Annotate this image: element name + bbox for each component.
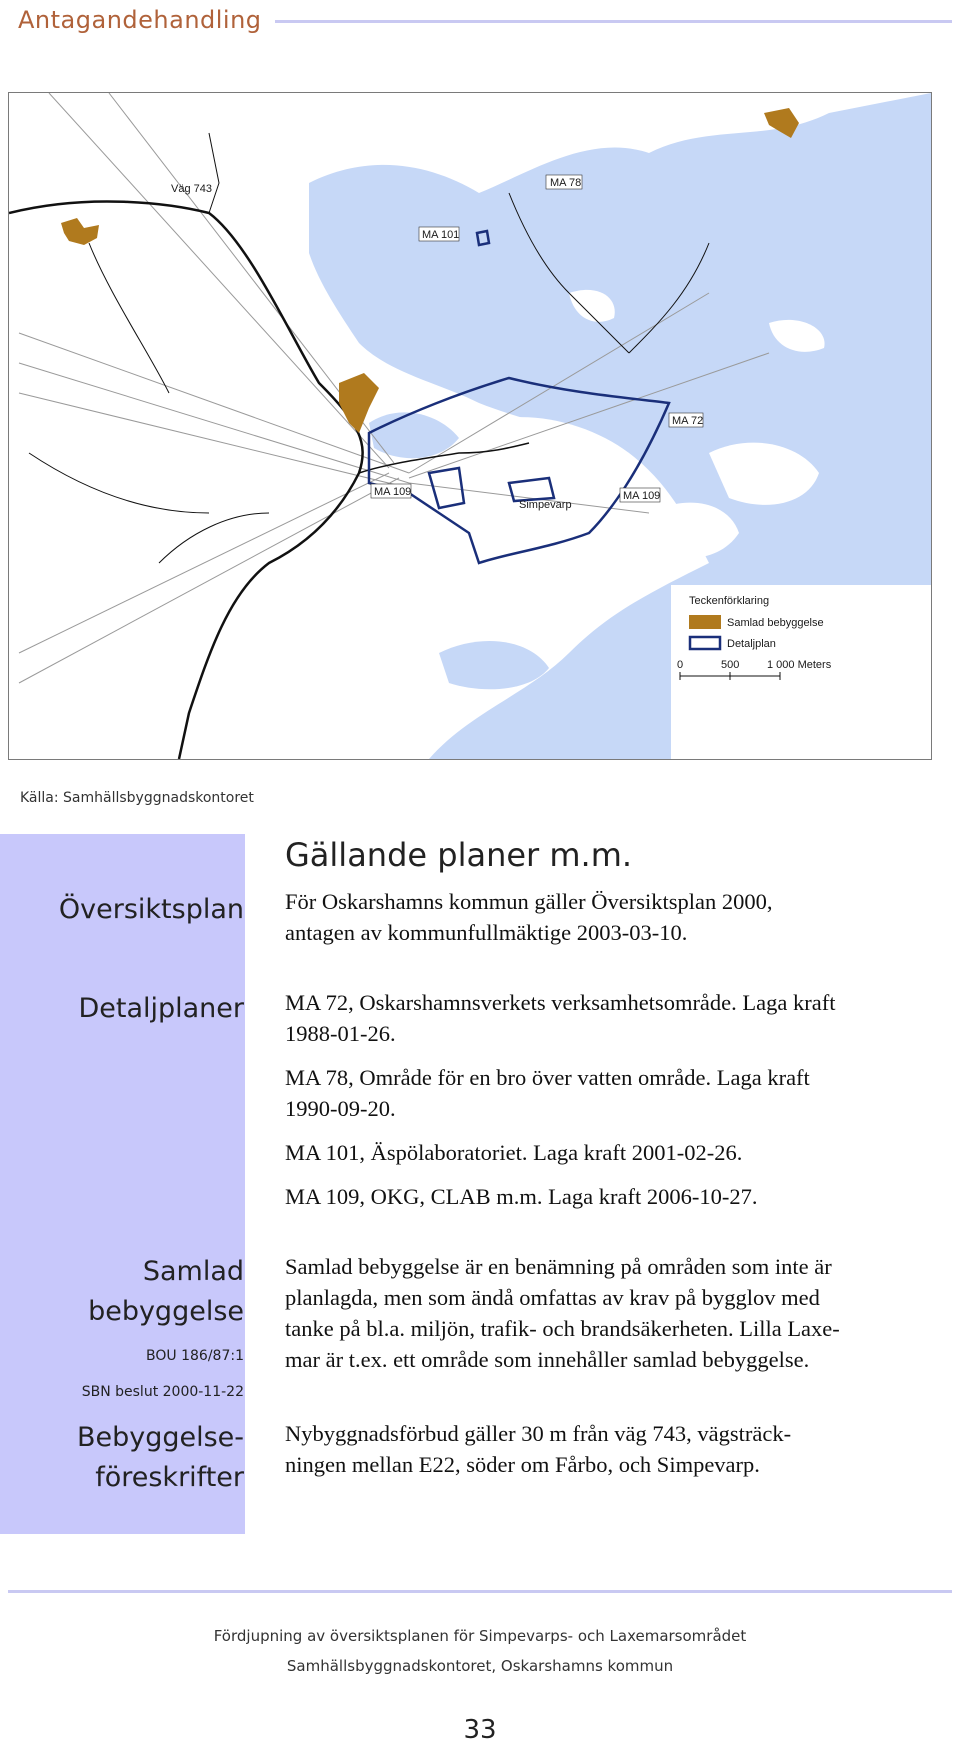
bebyggelse-line: ningen mellan E22, söder om Fårbo, och Simpevarp.: [285, 1452, 760, 1477]
footer-rule: [8, 1590, 952, 1593]
oversiktsplan-text: [285, 886, 945, 948]
oversiktsplan-line-1: För Oskarshamns kommun gäller Översiktsplan 2000,: [285, 889, 773, 914]
sidebar-label-bebyggelse-2: föreskrifter: [95, 1462, 244, 1493]
label-simpevarp: Simpevarp: [519, 499, 572, 511]
footer-line-2: Samhällsbyggnadskontoret, Oskarshamns kommun: [286, 1657, 674, 1675]
sidebar-label-bebyggelse-1: Bebyggelse-: [76, 1422, 244, 1453]
scale-1000: 1 000 Meters: [767, 659, 832, 671]
legend-item-settlement: Samlad bebyggelse: [727, 617, 824, 629]
legend-title: Teckenförklaring: [689, 595, 770, 607]
samlad-bebyggelse-text: [285, 1251, 945, 1375]
plan-item-ma101: [285, 1137, 945, 1168]
header-rule: [275, 20, 952, 23]
samlad-line: planlagda, men som ändå omfattas av krav på bygglov med: [285, 1285, 820, 1310]
label-ma78: MA 78: [550, 177, 582, 189]
footer-line-1: Fördjupning av översiktsplanen för Simpevarps- och Laxemarsområdet: [213, 1627, 747, 1645]
sidebar-label-oversiktsplan: Översiktsplan: [58, 894, 244, 925]
plan-line: MA 78, Område för en bro över vatten område. Laga kraft: [285, 1065, 810, 1090]
sidebar-label-detaljplaner: Detaljplaner: [78, 993, 244, 1024]
sidebar-ref-sbn: SBN beslut 2000-11-22: [81, 1384, 244, 1400]
plan-line: MA 101, Äspölaboratoriet. Laga kraft 2001-02-26.: [285, 1140, 743, 1165]
map-figure: [8, 92, 932, 760]
sidebar-label-samlad-1: Samlad: [142, 1256, 244, 1287]
sidebar-label-samlad-2: bebyggelse: [88, 1296, 244, 1327]
plan-item-ma78: [285, 1062, 945, 1124]
oversiktsplan-line-2: antagen av kommunfullmäktige 2003-03-10.: [285, 920, 688, 945]
section-title: Gällande planer m.m.: [285, 836, 633, 874]
label-ma109-left: MA 109: [374, 486, 412, 498]
label-ma101: MA 101: [422, 229, 460, 241]
map-source: Källa: Samhällsbyggnadskontoret: [20, 790, 254, 806]
label-road: Väg 743: [171, 183, 212, 195]
page-number: 33: [463, 1715, 497, 1745]
plan-line: MA 72, Oskarshamnsverkets verksamhetsområde. Laga kraft: [285, 990, 836, 1015]
label-ma109-right: MA 109: [623, 490, 661, 502]
plan-item-ma72: [285, 987, 945, 1049]
scale-500: 500: [721, 659, 740, 671]
plan-line: 1988-01-26.: [285, 1021, 396, 1046]
samlad-line: tanke på bl.a. miljön, trafik- och brandsäkerheten. Lilla Laxe-: [285, 1316, 840, 1341]
legend-item-detailplan: Detaljplan: [727, 638, 776, 650]
plan-item-ma109: [285, 1181, 945, 1212]
plan-line: 1990-09-20.: [285, 1096, 396, 1121]
map-legend: [671, 585, 931, 759]
map-svg: [9, 93, 931, 759]
plan-line: MA 109, OKG, CLAB m.m. Laga kraft 2006-10-27.: [285, 1184, 758, 1209]
bebyggelseforeskrifter-text: [285, 1418, 945, 1480]
label-ma72: MA 72: [672, 415, 704, 427]
header-title: Antagandehandling: [18, 6, 262, 34]
bebyggelse-line: Nybyggnadsförbud gäller 30 m från väg 743, vägsträck-: [285, 1421, 792, 1446]
sidebar-ref-bou: BOU 186/87:1: [146, 1348, 244, 1364]
samlad-line: Samlad bebyggelse är en benämning på områden som inte är: [285, 1254, 832, 1279]
samlad-line: mar är t.ex. ett område som innehåller samlad bebyggelse.: [285, 1347, 810, 1372]
scale-0: 0: [677, 659, 684, 671]
